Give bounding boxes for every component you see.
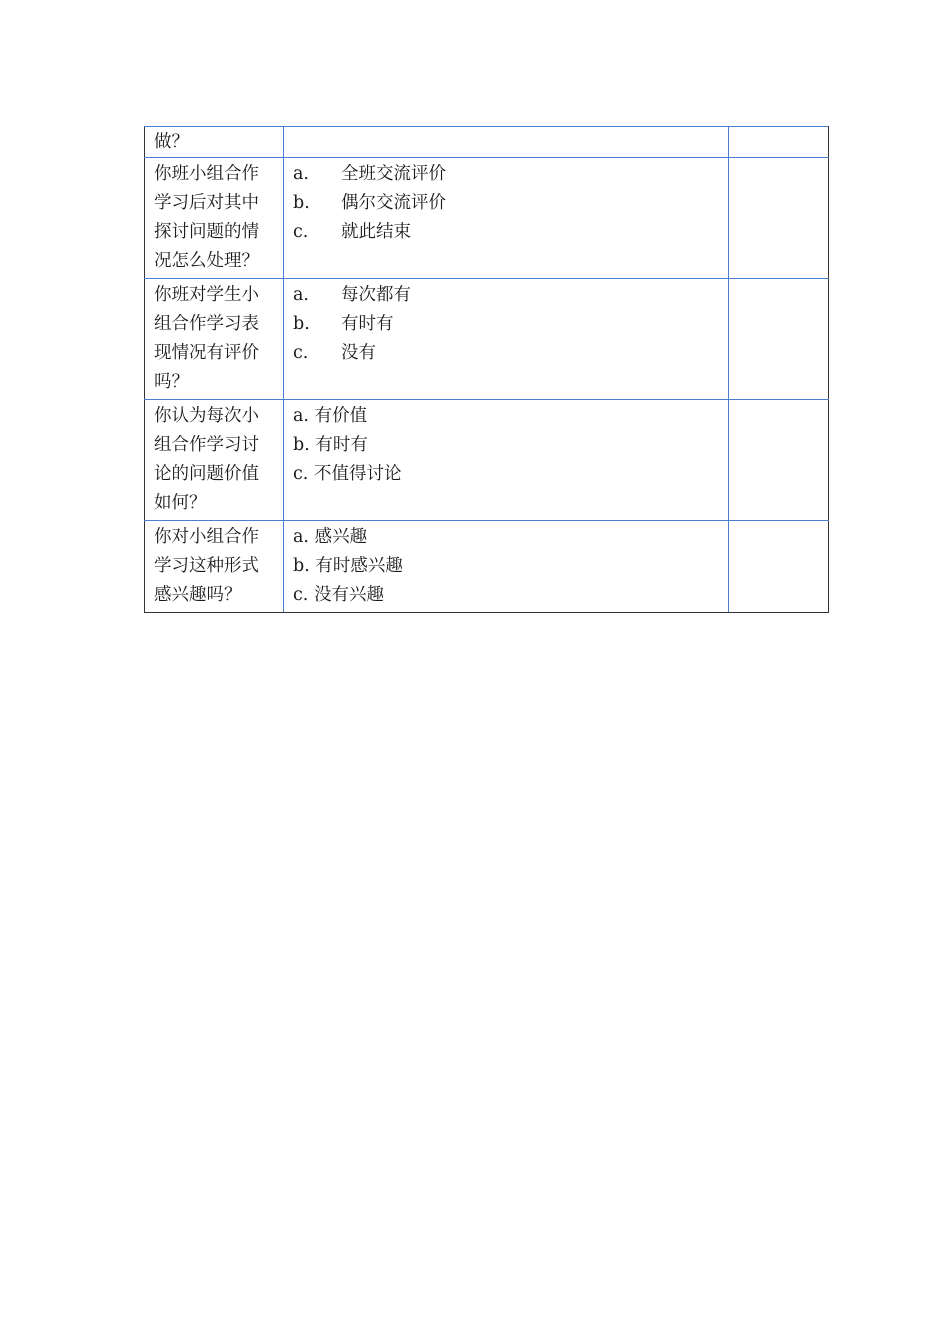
option-item bbox=[293, 460, 720, 489]
note-cell bbox=[729, 521, 829, 613]
option-item bbox=[293, 581, 720, 610]
table-row bbox=[145, 158, 829, 279]
option-letter: b. bbox=[293, 435, 310, 455]
option-text: 有价值 bbox=[314, 406, 368, 426]
option-letter: c. bbox=[293, 222, 309, 242]
option-item bbox=[293, 189, 720, 218]
option-item bbox=[293, 431, 720, 460]
option-text: 有时有 bbox=[341, 314, 394, 334]
question-cell: 你班小组合作学习后对其中探讨问题的情况怎么处理？ bbox=[145, 158, 284, 279]
option-letter: c. bbox=[293, 585, 309, 605]
table-row bbox=[145, 521, 829, 613]
option-letter: b. bbox=[293, 556, 310, 576]
option-item bbox=[293, 160, 720, 189]
question-cell: 做？ bbox=[145, 127, 284, 158]
option-text: 每次都有 bbox=[341, 285, 411, 305]
option-text: 没有 bbox=[341, 343, 376, 363]
option-letter: a. bbox=[293, 285, 309, 305]
question-cell: 你对小组合作学习这种形式感兴趣吗？ bbox=[145, 521, 284, 613]
option-text: 偶尔交流评价 bbox=[341, 193, 446, 213]
options-cell bbox=[284, 400, 729, 521]
option-letter: a. bbox=[293, 527, 309, 547]
option-letter: c. bbox=[293, 343, 309, 363]
option-text: 全班交流评价 bbox=[341, 164, 446, 184]
option-letter: a. bbox=[293, 164, 309, 184]
note-cell bbox=[729, 400, 829, 521]
option-letter: b. bbox=[293, 193, 310, 213]
note-cell bbox=[729, 127, 829, 158]
options-cell bbox=[284, 279, 729, 400]
option-item bbox=[293, 310, 720, 339]
options-cell bbox=[284, 127, 729, 158]
survey-table bbox=[144, 126, 829, 613]
options-cell bbox=[284, 158, 729, 279]
option-text: 感兴趣 bbox=[314, 527, 368, 547]
option-item bbox=[293, 402, 720, 431]
option-item bbox=[293, 218, 720, 247]
option-text: 有时有 bbox=[315, 435, 368, 455]
options-cell bbox=[284, 521, 729, 613]
note-cell bbox=[729, 158, 829, 279]
option-text: 没有兴趣 bbox=[313, 585, 384, 605]
table-row bbox=[145, 400, 829, 521]
option-letter: c. bbox=[293, 464, 309, 484]
option-text: 就此结束 bbox=[341, 222, 411, 242]
table-row bbox=[145, 127, 829, 158]
option-text: 不值得讨论 bbox=[313, 464, 402, 484]
table-row bbox=[145, 279, 829, 400]
note-cell bbox=[729, 279, 829, 400]
option-letter: b. bbox=[293, 314, 310, 334]
option-letter: a. bbox=[293, 406, 309, 426]
question-cell: 你班对学生小组合作学习表现情况有评价吗？ bbox=[145, 279, 284, 400]
option-item bbox=[293, 552, 720, 581]
option-item bbox=[293, 281, 720, 310]
option-item bbox=[293, 339, 720, 368]
option-text: 有时感兴趣 bbox=[315, 556, 403, 576]
option-item bbox=[293, 523, 720, 552]
question-cell: 你认为每次小组合作学习讨论的问题价值如何？ bbox=[145, 400, 284, 521]
